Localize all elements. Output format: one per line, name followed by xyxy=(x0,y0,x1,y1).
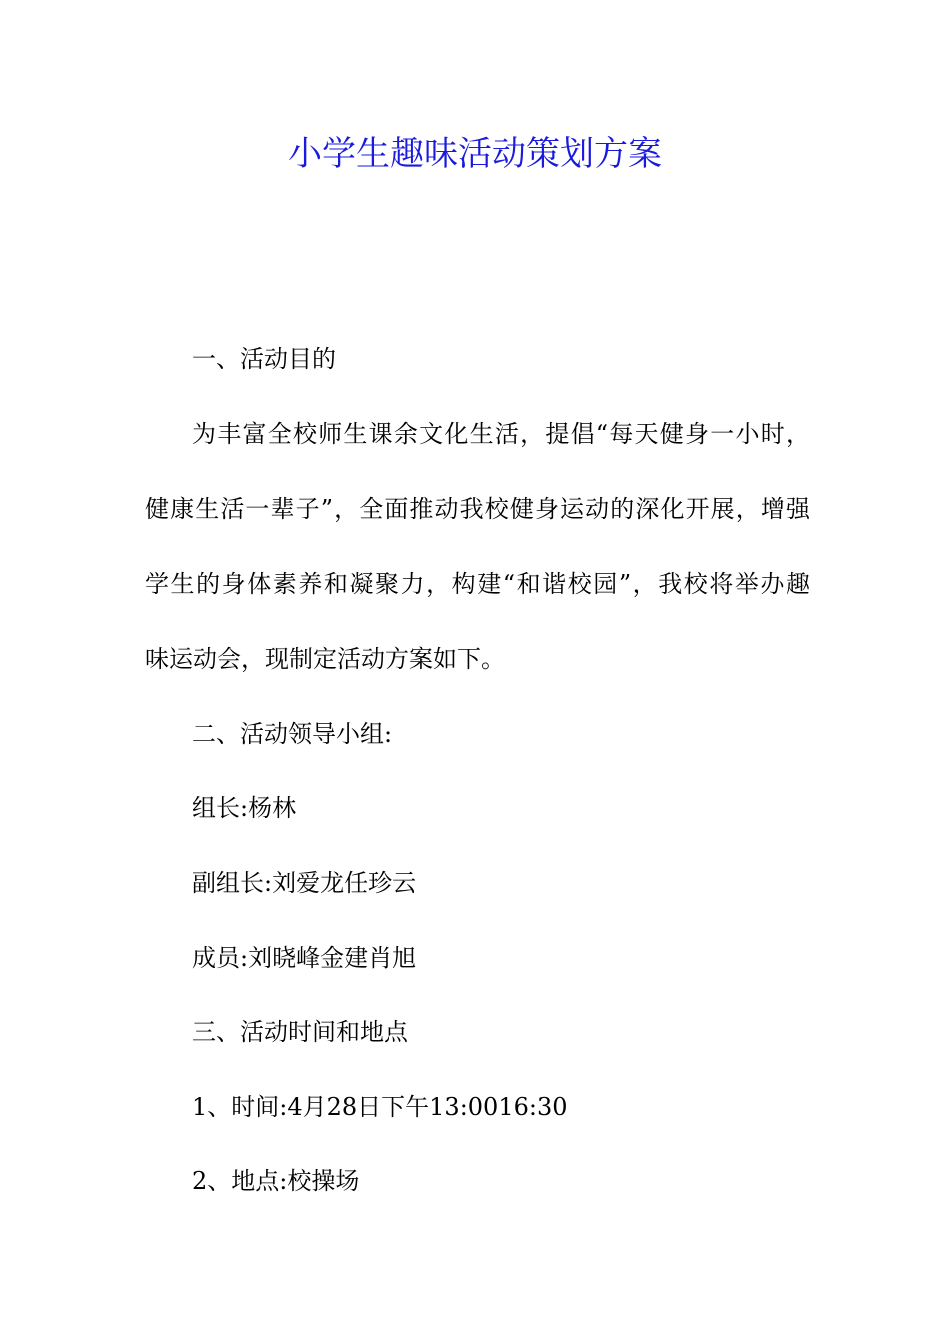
document-title: 小学生趣味活动策划方案 xyxy=(288,134,662,174)
time-line: 1、时间:4月28日下午13:0016:30 xyxy=(192,1093,568,1121)
members-line: 成员:刘晓峰金建肖旭 xyxy=(192,944,417,972)
deputy-leader-line: 副组长:刘爱龙任珍云 xyxy=(192,869,417,897)
paragraph-line: 健康生活一辈子”，全面推动我校健身运动的深化开展，增强 xyxy=(145,495,810,523)
section-heading-time-place: 三、活动时间和地点 xyxy=(192,1018,408,1046)
paragraph-line: 学生的身体素养和凝聚力，构建“和谐校园”，我校将举办趣 xyxy=(145,570,810,598)
section-heading-leadership: 二、活动领导小组: xyxy=(192,720,393,748)
leader-line: 组长:杨林 xyxy=(192,794,297,822)
place-line: 2、地点:校操场 xyxy=(192,1167,360,1195)
section-heading-purpose: 一、活动目的 xyxy=(192,345,336,373)
paragraph-line: 为丰富全校师生课余文化生活，提倡“每天健身一小时， xyxy=(192,420,810,448)
paragraph-line: 味运动会，现制定活动方案如下。 xyxy=(145,645,505,673)
